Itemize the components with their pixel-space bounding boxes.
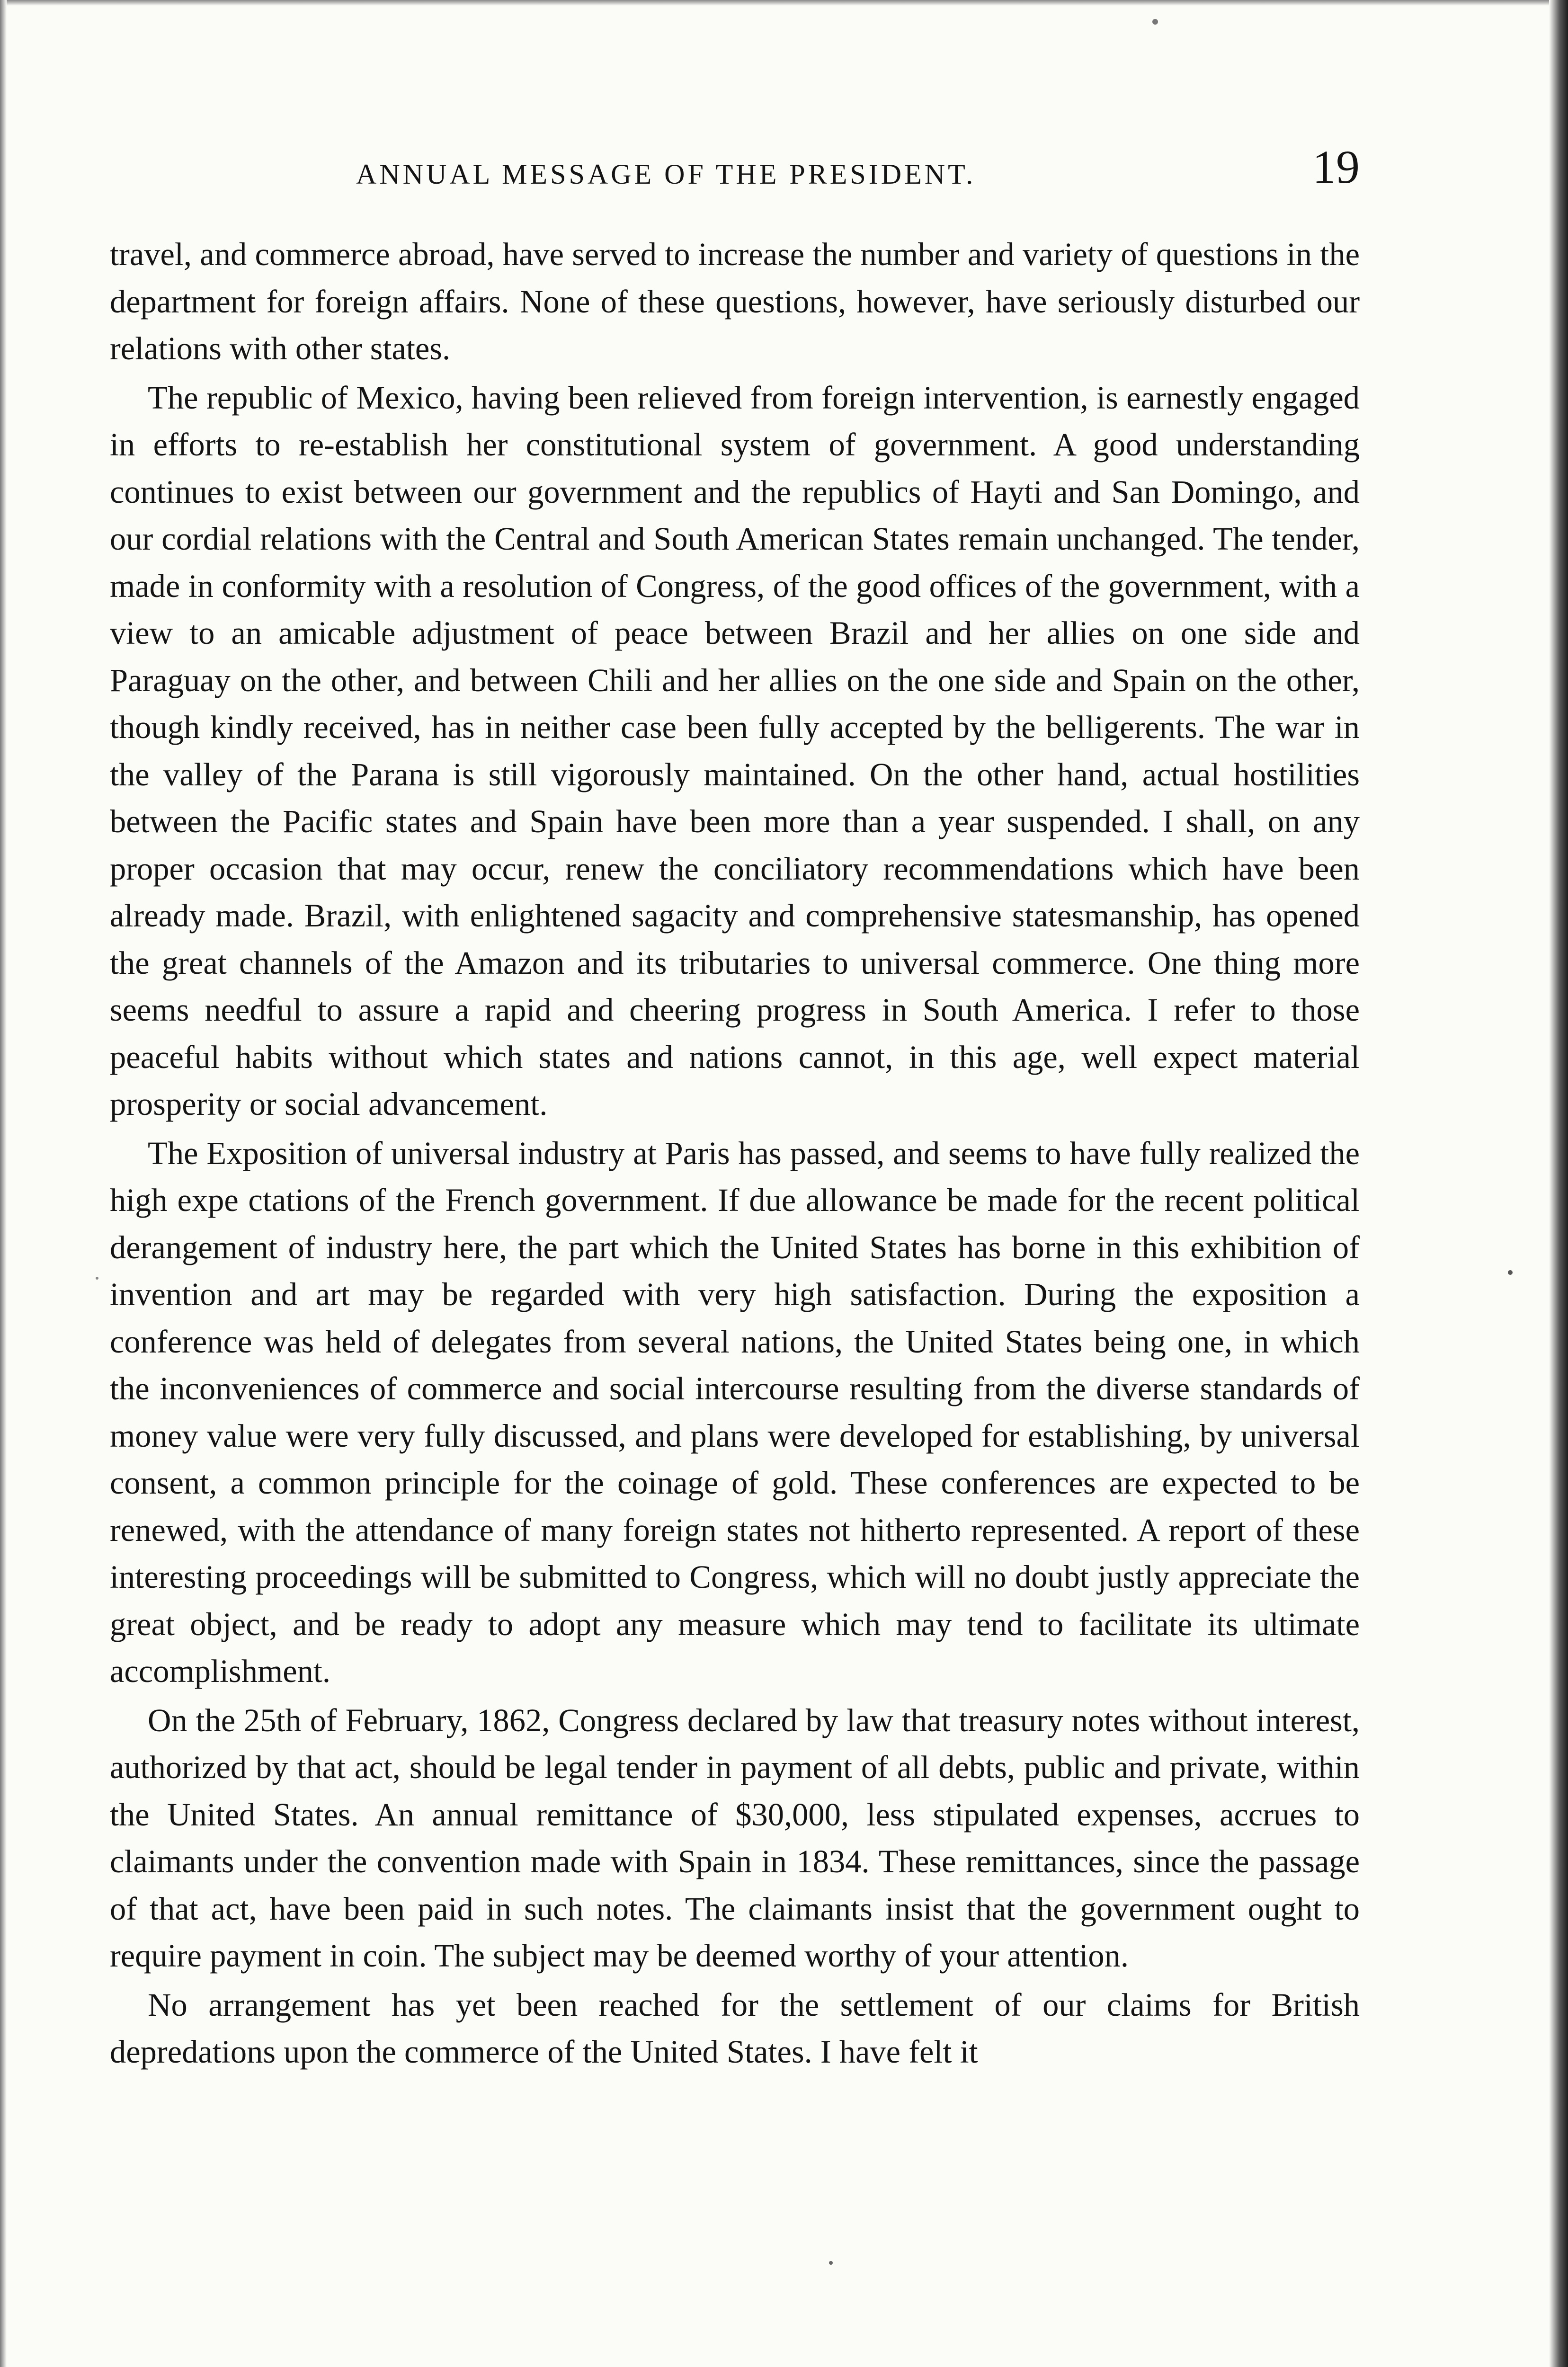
page-top-edge (0, 0, 1568, 6)
page-header (110, 132, 1360, 207)
paragraph-mexico: The republic of Mexico, having been relieved from foreign intervention, is earnestly engaged in efforts to re-establish her constitutional system of government. A good understanding continues to exist between our government and the republics of Hayti and San Domingo, and our cordial relations with the Central and South American States remain unchanged. The tender, made in conformity with a resolution of Congress, of the good offices of the government, with a view to an amicable adjustment of peace between Brazil and her allies on one side and Paraguay on the other, and between Chili and her allies on the one side and Spain on the other, though kindly received, has in neither case been fully accepted by the belligerents. The war in the valley of the Parana is still vigorously maintained. On the other hand, actual hostilities between the Pacific states and Spain have been more than a year suspended. I shall, on any proper occasion that may occur, renew the conciliatory recommendations which have been already made. Brazil, with enlightened sagacity and comprehensive statesmanship, has opened the great channels of the Amazon and its tributaries to universal commerce. One thing more seems needful to assure a rapid and cheering progress in South America. I refer to those peaceful habits without which states and nations cannot, in this age, well expect material prosperity or social advancement. (110, 379, 1360, 1122)
paragraph-paris-exposition: The Exposition of universal industry at Paris has passed, and seems to have fully realized the high expe ctations of the French government. If due allowance be made for the recent political derangement of industry here, the part which the United States has borne in this exhibition of invention and art may be regarded with very high satisfaction. During the exposition a conference was held of delegates from several nations, the United States being one, in which the inconveniences of commerce and social intercourse resulting from the diverse standards of money value were very fully discussed, and plans were developed for establishing, by universal consent, a common principle for the coinage of gold. These conferences are expected to be renewed, with the attendance of many foreign states not hitherto represented. A report of these interesting proceedings will be submitted to Congress, which will no doubt justly appreciate the great object, and be ready to adopt any measure which may tend to facilitate its ultimate accomplishment. (110, 1135, 1360, 1689)
page-binding-edge (1549, 0, 1568, 2367)
paragraph-british-claims: No arrangement has yet been reached for the settlement of our claims for British depredations upon the commerce of the United States. I have felt it (110, 1986, 1360, 2070)
document-body (110, 231, 1360, 2076)
page-left-edge (0, 0, 7, 2367)
paragraph-legal-tender: On the 25th of February, 1862, Congress declared by law that treasury notes without interest, authorized by that act, should be legal tender in payment of all debts, public and private, within the United States. An annual remittance of $30,000, less stipulated expenses, accrues to claimants under the convention made with Spain in 1834. These remittances, since the passage of that act, have been paid in such notes. The claimants insist that the government ought to require payment in coin. The subject may be deemed worthy of your attention. (110, 1702, 1360, 1974)
paragraph-continued: travel, and commerce abroad, have served to increase the number and variety of questions in the department for foreign affairs. None of these questions, however, have seriously disturbed our relations with other states. (110, 236, 1360, 366)
running-title: ANNUAL MESSAGE OF THE PRESIDENT. (356, 159, 976, 190)
page-number: 19 (1312, 141, 1360, 193)
